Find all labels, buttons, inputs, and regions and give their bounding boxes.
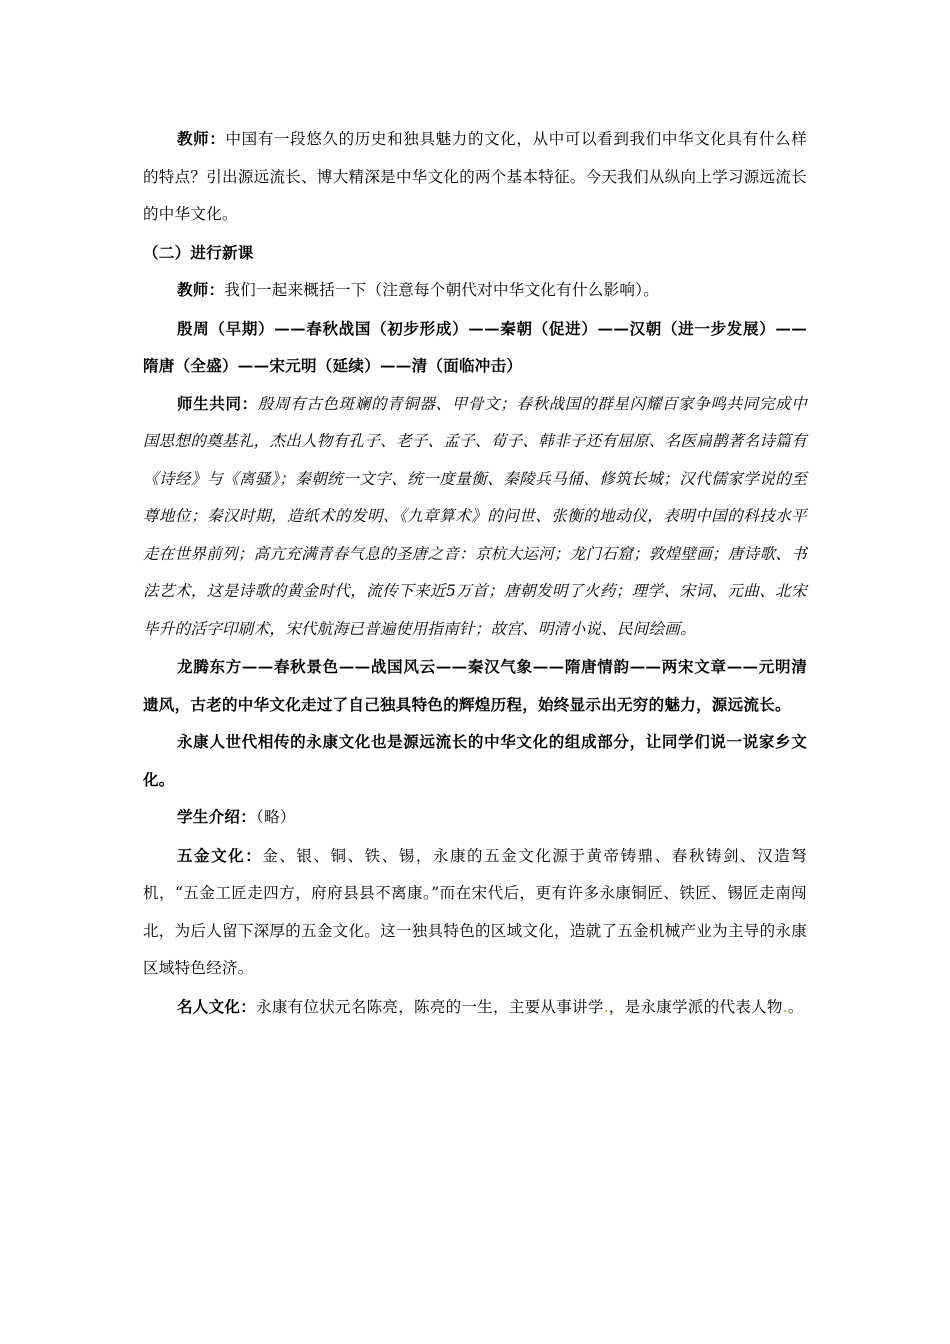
paragraph-culture-summary: 龙腾东方——春秋景色——战国风云——秦汉气象——隋唐情韵——两宋文章——元明清遗风，古老的中华文化走过了自己独具特色的辉煌历程，始终显示出无穷的魅力，源远流长。 (143, 657, 807, 714)
paragraph-celebrity-culture (143, 988, 807, 1027)
paragraph-student-intro (143, 798, 807, 837)
topic-label-hardware: 五金文化： (177, 845, 263, 865)
edit-mark: . (603, 997, 609, 1016)
document-body (143, 120, 807, 1026)
paragraph-text: 金、银、铜、铁、锡，永康的五金文化源于黄帝铸鼎、春秋铸剑、汉造弩机，“五金工匠走四方，府府县县不离康。”而在宋代后，更有许多永康铜匠、铁匠、锡匠走南闯北，为后人留下深厚的五金文化。这一独具特色的区域文化，造就了五金机械产业为主导的永康区域特色经济。 (143, 846, 807, 977)
paragraph-text-italic: 殷周有古色斑斓的青铜器、甲骨文；春秋战国的群星闪耀百家争鸣共同完成中国思想的奠基礼，杰出人物有孔子、老子、孟子、荀子、韩非子还有屈原、名医扁鹊著名诗篇有《诗经》与《离骚》；秦朝统一文字、统一度量衡、秦陵兵马俑、修筑长城；汉代儒家学说的至尊地位；秦汉时期，造纸术的发明、《九章算术》的问世、张衡的地动仪，表明中国的科技水平走在世界前列；高亢充满青春气息的圣唐之音：京杭大运河；龙门石窟；敦煌壁画；唐诗歌、书法艺术，这是诗歌的黄金时代，流传下来近5万首；唐朝发明了火药；理学、宋词、元曲、北宋毕升的活字印刷术，宋代航海已普遍使用指南针；故宫、明清小说、民间绘画。 (143, 394, 807, 638)
edit-mark: . (782, 997, 788, 1016)
speaker-label-student: 学生介绍： (177, 807, 257, 826)
paragraph-text: 。 (787, 997, 804, 1016)
paragraph-teacher-summary (143, 271, 807, 310)
speaker-label-teacher: 教师： (177, 129, 226, 148)
paragraph-text: （略） (256, 808, 296, 826)
dynasty-timeline: 殷周（早期）——春秋战国（初步形成）——秦朝（促进）——汉朝（进一步发展）——隋唐（全盛）——宋元明（延续）——清（面临冲击） (143, 318, 807, 375)
speaker-label-teacher: 教师： (177, 280, 225, 299)
paragraph-text: ，是永康学派的代表人物 (608, 997, 783, 1016)
topic-label-celebrity: 名人文化： (177, 996, 257, 1016)
paragraph-text: 我们一起来概括一下（注意每个朝代对中华文化有什么影响）。 (224, 281, 660, 299)
speaker-label-joint: 师生共同： (177, 393, 258, 413)
section-heading: （二）进行新课 (143, 242, 254, 262)
paragraph-yongkang-intro: 永康人世代相传的永康文化也是源远流长的中华文化的组成部分，让同学们说一说家乡文化。 (143, 732, 807, 789)
paragraph-joint-review (143, 385, 807, 649)
paragraph-text: 永康有位状元名陈亮，陈亮的一生，主要从事讲学 (256, 997, 604, 1016)
paragraph-hardware-culture (143, 837, 807, 988)
paragraph-teacher-intro (143, 120, 807, 234)
paragraph-text: 中国有一段悠久的历史和独具魅力的文化，从中可以看到我们中华文化具有什么样的特点？引出源远流长、博大精深是中华文化的两个基本特征。今天我们从纵向上学习源远流长的中华文化。 (143, 130, 807, 223)
